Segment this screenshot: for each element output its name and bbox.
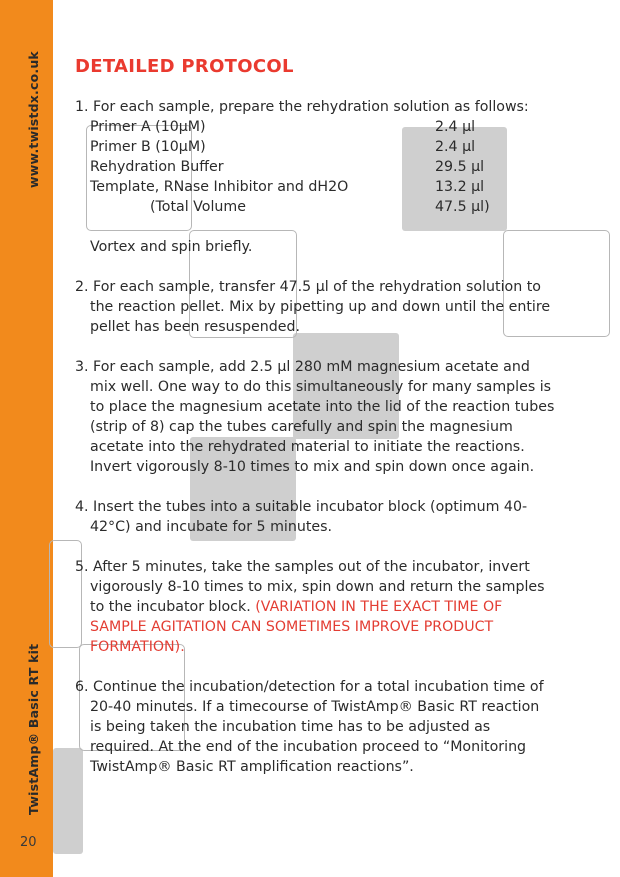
step3: 3. For each sample, add 2.5 µl 280 mM magnesium acetate and mix well. One way to do this simultaneously for many samples is to place the magnesium acetate into the lid of the reaction tubes (strip of 8) cap the tubes carefully and spin the magnesium acetate into the rehydrated material to initiate the reactions. Invert vigorously 8-10 times to mix and spin down once again.: [75, 359, 555, 475]
step1-intro: 1. For each sample, prepare the rehydration solution as follows:: [75, 99, 529, 115]
protocol-content: [75, 57, 555, 777]
website-url: www.twistdx.co.uk: [26, 51, 41, 188]
page-number: 20: [20, 835, 37, 850]
step2: 2. For each sample, transfer 47.5 µl of the rehydration solution to the reaction pellet. Mix by pipetting up and down until the entire pellet has been resuspended.: [75, 279, 551, 335]
kit-title: TwistAmp® Basic RT kit: [26, 643, 41, 815]
step6: 6. Continue the incubation/detection for a total incubation time of 20-40 minutes. If a timecourse of TwistAmp® Basic RT reaction is being taken the incubation time has to be adjusted as required. At the end of the incubation proceed to “Monitoring TwistAmp® Basic RT amplification reactions”.: [75, 679, 544, 775]
step4: 4. Insert the tubes into a suitable incubator block (optimum 40-42°C) and incubate for 5 minutes.: [75, 499, 528, 535]
sidebar: [0, 0, 53, 877]
recipe-row: Primer B (10µM) 2.4 µl: [90, 139, 476, 155]
recipe-row: Template, RNase Inhibitor and dH2O 13.2 µl: [90, 179, 485, 195]
step1-after: Vortex and spin briefly.: [90, 239, 253, 255]
step5-text: 5. After 5 minutes, take the samples out of the incubator, invert vigorously 8-10 times to mix, spin down and return the samples to the incubator block.: [75, 559, 545, 615]
recipe-total-row: (Total Volume 47.5 µl): [150, 199, 490, 215]
page-heading: DETAILED PROTOCOL: [75, 56, 294, 77]
recipe-row: Primer A (10µM) 2.4 µl: [90, 119, 476, 135]
step5: [75, 557, 555, 657]
recipe-table: [90, 117, 555, 217]
step5-note: (VARIATION IN THE EXACT TIME OF SAMPLE AGITATION CAN SOMETIMES IMPROVE PRODUCT FORMATION).: [90, 599, 503, 655]
recipe-row: Rehydration Buffer 29.5 µl: [90, 159, 485, 175]
